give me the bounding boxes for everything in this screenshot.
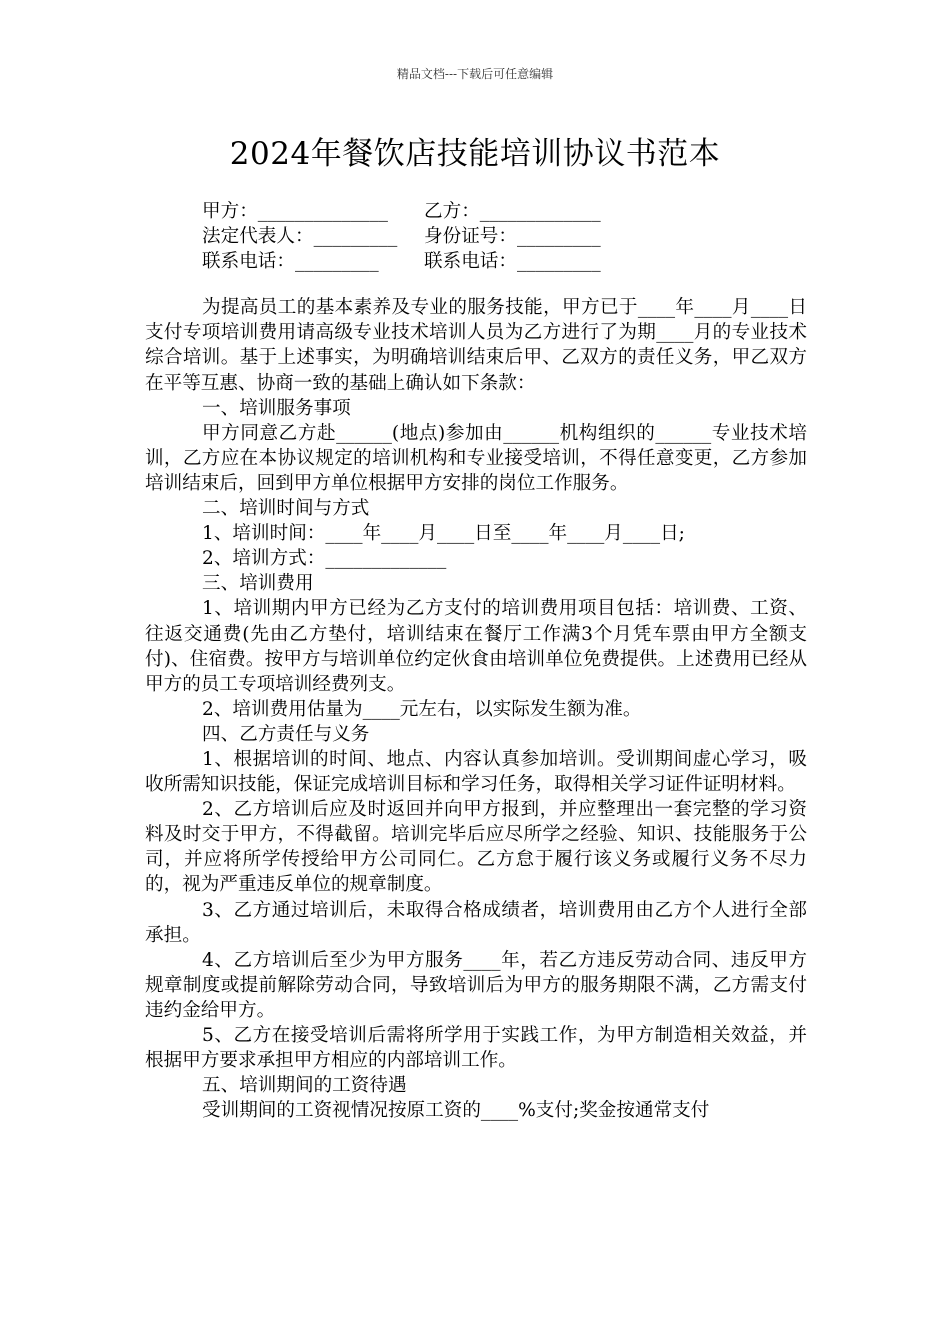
document-body (145, 199, 807, 1123)
clause-line: 2、培训费用估量为____元左右，以实际发生额为准。 (202, 698, 642, 720)
party-b-phone-field: 联系电话：_________ (424, 251, 601, 273)
clause-line: 2、培训方式：_____________ (202, 548, 447, 570)
intro-paragraph: 为提高员工的基本素养及专业的服务技能，甲方已于____年____月____日支付专项培训费用请高级专业技术培训人员为乙方进行了为期____月的专业技术综合培训。基于上述事实，为明确培训结束后甲、乙双方的责任义务，甲乙双方在平等互惠、协商一致的基础上确认如下条款： (145, 297, 807, 394)
party-line (145, 199, 807, 224)
section-heading: 四、乙方责任与义务 (202, 723, 370, 745)
document-title: 2024年餐饮店技能培训协议书范本 (229, 136, 721, 172)
body-paragraph: 1、根据培训的时间、地点、内容认真参加培训。受训期间虚心学习，吸收所需知识技能，保证完成培训目标和学习任务，取得相关学习证件证明材料。 (145, 748, 807, 796)
clause-line: 1、培训时间：____年____月____日至____年____月____日; (202, 523, 685, 545)
header-watermark: 精品文档---下载后可任意编辑 (396, 67, 554, 81)
body-paragraph: 甲方同意乙方赴______(地点)参加由______机构组织的______专业技术培训，乙方应在本协议规定的培训机构和专业接受培训，不得任意变更，乙方参加培训结束后，回到甲方单位根据甲方安排的岗位工作服务。 (145, 422, 807, 494)
section-heading: 二、培训时间与方式 (202, 498, 370, 520)
section-heading: 五、培训期间的工资待遇 (202, 1075, 407, 1097)
party-a-field: 甲方：______________ (202, 201, 388, 222)
body-paragraph: 4、乙方培训后至少为甲方服务____年，若乙方违反劳动合同、违反甲方规章制度或提前解除劳动合同，导致培训后为甲方的服务期限不满，乙方需支付违约金给甲方。 (145, 949, 807, 1021)
party-b-field: 乙方：_____________ (424, 201, 601, 222)
body-paragraph: 3、乙方通过培训后，未取得合格成绩者，培训费用由乙方个人进行全部承担。 (145, 899, 807, 946)
spacer (145, 274, 807, 295)
body-paragraph: 2、乙方培训后应及时返回并向甲方报到，并应整理出一套完整的学习资料及时交于甲方，不得截留。培训完毕后应尽所学之经验、知识、技能服务于公司，并应将所学传授给甲方公司同仁。乙方怠于履行该义务或履行义务不尽力的，视为严重违反单位的规章制度。 (145, 799, 807, 896)
section-heading: 三、培训费用 (202, 573, 314, 595)
legal-representative-field: 法定代表人：_________ (202, 226, 398, 248)
body-paragraph: 受训期间的工资视情况按原工资的____%支付;奖金按通常支付 (202, 1100, 710, 1122)
body-paragraph: 5、乙方在接受培训后需将所学用于实践工作，为甲方制造相关效益，并根据甲方要求承担甲方相应的内部培训工作。 (145, 1025, 807, 1072)
id-number-field: 身份证号：_________ (424, 226, 601, 248)
body-paragraph: 1、培训期内甲方已经为乙方支付的培训费用项目包括：培训费、工资、往返交通费(先由乙方垫付，培训结束在餐厅工作满3个月凭车票由甲方全额支付)、住宿费。按甲方与培训单位约定伙食由培训单位免费提供。上述费用已经从甲方的员工专项培训经费列支。 (145, 598, 807, 695)
section-heading: 一、培训服务事项 (202, 397, 351, 419)
party-line (145, 224, 807, 249)
party-a-phone-field: 联系电话：_________ (202, 251, 379, 273)
party-line (145, 249, 807, 274)
